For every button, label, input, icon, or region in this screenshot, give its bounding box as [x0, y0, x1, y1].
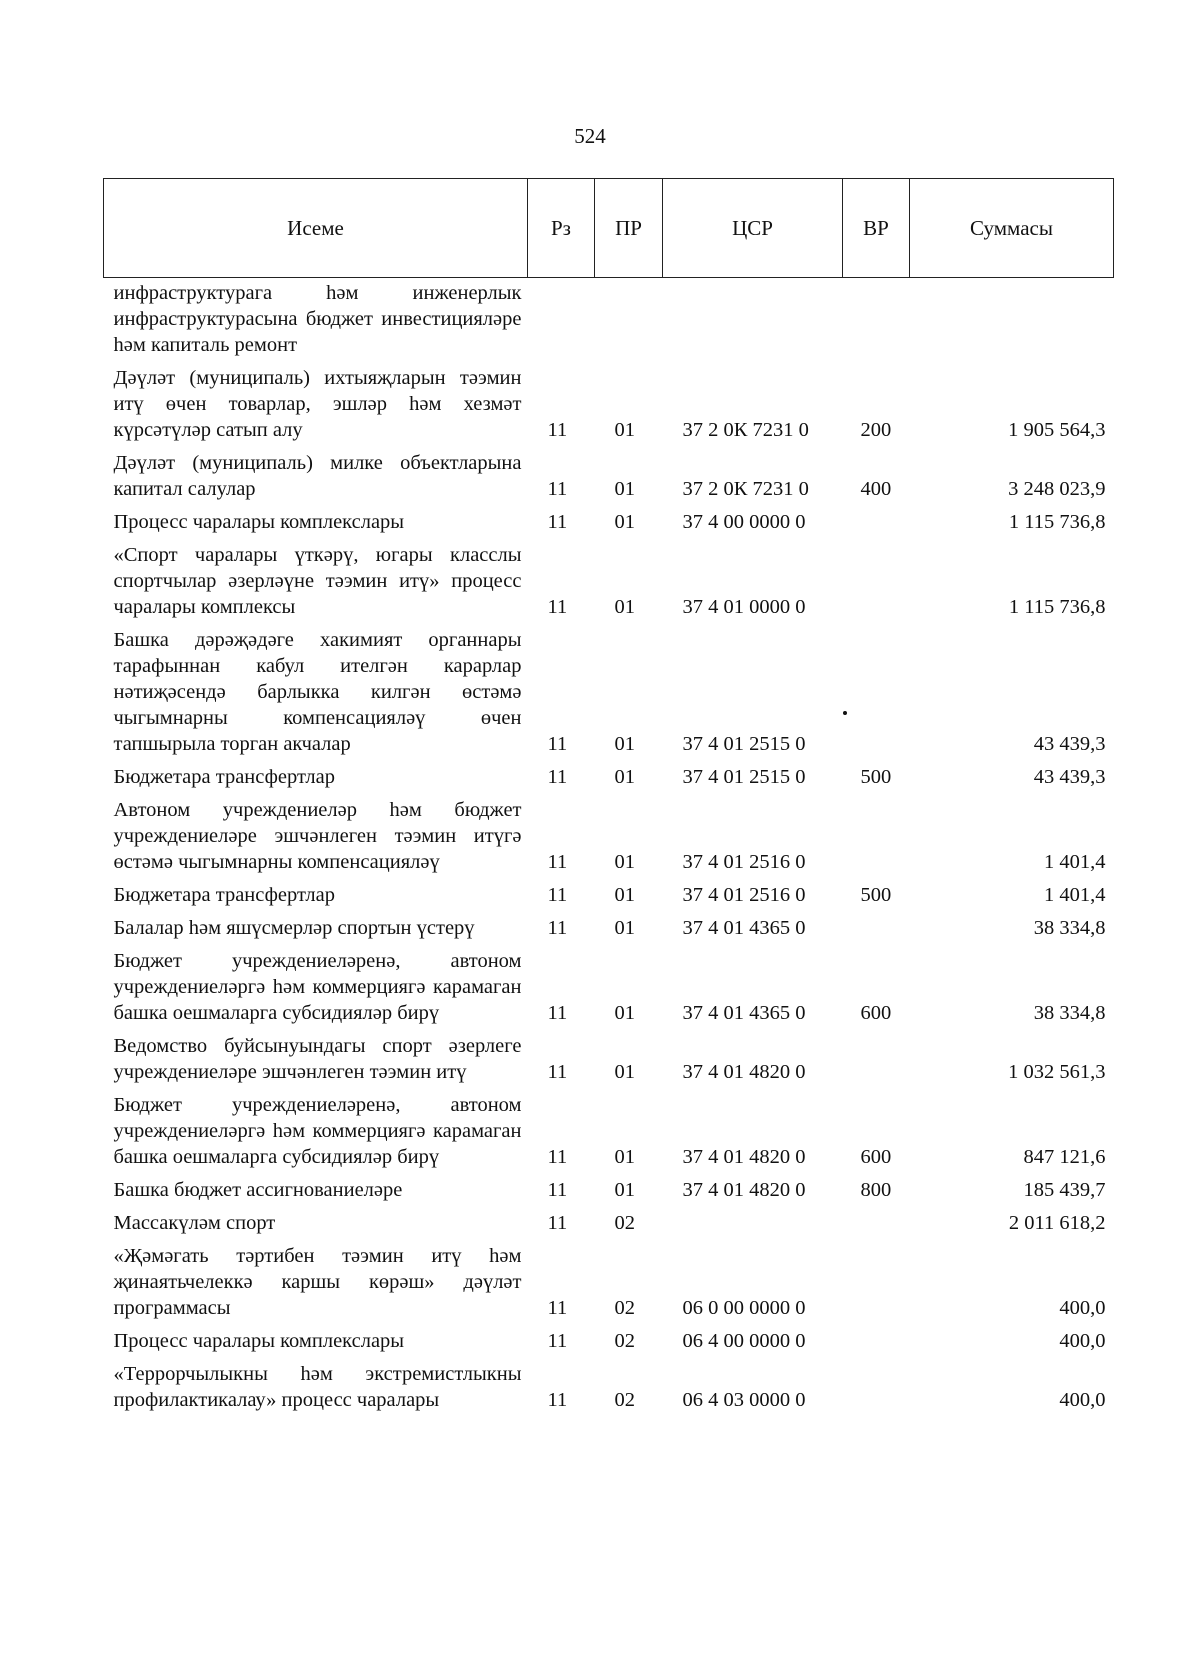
cell-rz: 11: [547, 766, 568, 788]
cell-rz: 11: [547, 1002, 568, 1024]
header-vr: ВР: [843, 179, 910, 278]
table-row: [104, 1354, 1114, 1413]
cell-rz: [528, 278, 595, 359]
cell-rz: 11: [547, 851, 568, 873]
table-row: [104, 1236, 1114, 1321]
cell-vr: [843, 1203, 910, 1236]
cell-pr: 01: [614, 1179, 635, 1201]
cell-csr: 37 4 01 4820 0: [682, 1146, 806, 1168]
cell-rz: 11: [547, 478, 568, 500]
cell-sum: 1 401,4: [1044, 884, 1106, 906]
cell-pr: 01: [614, 419, 635, 441]
table-row: [104, 535, 1114, 620]
cell-vr: 400: [860, 478, 892, 500]
cell-vr: [843, 535, 910, 620]
cell-vr: [843, 1354, 910, 1413]
header-sum: Суммасы: [910, 179, 1114, 278]
cell-sum: 1 115 736,8: [1008, 596, 1106, 618]
table-header-row: [104, 179, 1114, 278]
cell-rz: 11: [547, 917, 568, 939]
cell-csr: 06 4 00 0000 0: [682, 1330, 806, 1352]
cell-pr: 01: [614, 478, 635, 500]
cell-name: Башка бюджет ассигнованиеләре: [113, 1179, 403, 1201]
cell-name: Балалар һәм яшүсмерләр спортын үстерү: [113, 917, 475, 939]
cell-sum: 1 401,4: [1044, 851, 1106, 873]
cell-name: инфраструктурага һәм инженерлык инфраструктурасына бюджет инвестицияләре һәм капиталь ремонт: [113, 282, 522, 356]
cell-csr: 37 4 01 2515 0: [682, 733, 806, 755]
cell-pr: 01: [614, 766, 635, 788]
cell-csr: 37 4 01 4820 0: [682, 1061, 806, 1083]
cell-rz: 11: [547, 1330, 568, 1352]
cell-pr: 02: [614, 1389, 635, 1411]
cell-pr: 01: [614, 884, 635, 906]
cell-sum: 38 334,8: [1033, 1002, 1106, 1024]
cell-vr: [843, 620, 910, 757]
cell-rz: 11: [547, 1061, 568, 1083]
cell-rz: 11: [547, 419, 568, 441]
cell-rz: 11: [547, 733, 568, 755]
cell-name: Бюджет учреждениеләренә, автоном учреждениеләргә һәм коммерциягә карамаган башка оешмаларга субсидияләр бирү: [113, 1094, 522, 1168]
header-csr: ЦСР: [663, 179, 843, 278]
cell-pr: 01: [614, 733, 635, 755]
cell-vr: 500: [860, 766, 892, 788]
cell-csr: 37 4 01 2515 0: [682, 766, 806, 788]
cell-rz: 11: [547, 1212, 568, 1234]
cell-vr: [843, 790, 910, 875]
table-row: [104, 1170, 1114, 1203]
cell-vr: 500: [860, 884, 892, 906]
cell-sum: 1 115 736,8: [1008, 511, 1106, 533]
cell-sum: 400,0: [1059, 1297, 1106, 1319]
cell-sum: 43 439,3: [1033, 733, 1106, 755]
cell-name: «Террорчылыкны һәм экстремистлыкны профилактикалау» процесс чаралары: [113, 1363, 522, 1411]
cell-sum: 1 905 564,3: [1008, 419, 1106, 441]
cell-name: «Җәмәгать тәртибен тәэмин итү һәм җинаятьчелеккә каршы көрәш» дәүләт программасы: [113, 1245, 522, 1319]
cell-pr: 01: [614, 596, 635, 618]
cell-csr: 37 4 01 4365 0: [682, 917, 806, 939]
cell-vr: [843, 1026, 910, 1085]
cell-vr: 200: [860, 419, 892, 441]
cell-csr: 37 4 01 4820 0: [682, 1179, 806, 1201]
cell-name: Бюджет учреждениеләренә, автоном учреждениеләргә һәм коммерциягә карамаган башка оешмаларга субсидияләр бирү: [113, 950, 522, 1024]
header-name: Исеме: [104, 179, 528, 278]
cell-sum: 400,0: [1059, 1330, 1106, 1352]
table-row: [104, 908, 1114, 941]
cell-vr: [843, 502, 910, 535]
cell-sum: 400,0: [1059, 1389, 1106, 1411]
cell-sum: 3 248 023,9: [1008, 478, 1106, 500]
cell-vr: [843, 1321, 910, 1354]
cell-sum: 185 439,7: [1023, 1179, 1106, 1201]
cell-csr: [663, 1203, 843, 1236]
cell-csr: 37 4 00 0000 0: [682, 511, 806, 533]
cell-name: Бюджетара трансфертлар: [113, 884, 336, 906]
cell-pr: 02: [614, 1330, 635, 1352]
table-row: [104, 620, 1114, 757]
cell-name: Массакүләм спорт: [113, 1212, 276, 1234]
cell-pr: 02: [614, 1212, 635, 1234]
cell-rz: 11: [547, 1179, 568, 1201]
cell-rz: 11: [547, 511, 568, 533]
cell-name: Башка дәрәҗәдәге хакимият органнары тарафыннан кабул ителгән карарлар нәтиҗәсендә барлыкка килгән өстәмә чыгымнарны компенсацияләү өчен тапшырыла торган акчалар: [113, 629, 522, 755]
cell-pr: 02: [614, 1297, 635, 1319]
table-row: [104, 443, 1114, 502]
cell-csr: 37 4 01 2516 0: [682, 851, 806, 873]
table-row: [104, 1085, 1114, 1170]
cell-rz: 11: [547, 1297, 568, 1319]
header-rz: Рз: [528, 179, 595, 278]
cell-vr: [843, 278, 910, 359]
cell-name: Ведомство буйсынуындагы спорт әзерлеге учреждениеләре эшчәнлеген тәэмин итү: [113, 1035, 522, 1083]
table-row: [104, 1203, 1114, 1236]
table-row: [104, 278, 1114, 359]
cell-sum: 1 032 561,3: [1008, 1061, 1106, 1083]
cell-sum: 38 334,8: [1033, 917, 1106, 939]
cell-rz: 11: [547, 1389, 568, 1411]
cell-sum: 2 011 618,2: [1008, 1212, 1106, 1234]
cell-csr: 37 2 0К 7231 0: [682, 419, 809, 441]
cell-rz: 11: [547, 884, 568, 906]
cell-csr: 37 4 01 2516 0: [682, 884, 806, 906]
scan-speck: [843, 711, 847, 715]
cell-vr: 600: [860, 1002, 892, 1024]
cell-name: Дәүләт (муниципаль) ихтыяҗларын тәэмин итү өчен товарлар, эшләр һәм хезмәт күрсәтүләр сатып алу: [113, 367, 522, 441]
cell-pr: 01: [614, 1002, 635, 1024]
table-row: [104, 502, 1114, 535]
cell-csr: [663, 278, 843, 359]
table-row: [104, 1026, 1114, 1085]
cell-vr: [843, 1236, 910, 1321]
page-number: 524: [574, 124, 606, 148]
cell-name: Бюджетара трансфертлар: [113, 766, 336, 788]
cell-csr: 06 4 03 0000 0: [682, 1389, 806, 1411]
cell-pr: 01: [614, 511, 635, 533]
cell-pr: 01: [614, 1146, 635, 1168]
cell-pr: 01: [614, 917, 635, 939]
table-row: [104, 941, 1114, 1026]
cell-name: «Спорт чаралары үткәрү, югары класслы спортчылар әзерләүне тәэмин итү» процесс чаралары комплексы: [113, 544, 522, 618]
cell-vr: 800: [860, 1179, 892, 1201]
cell-rz: 11: [547, 596, 568, 618]
cell-csr: 06 0 00 0000 0: [682, 1297, 806, 1319]
cell-name: Процесс чаралары комплекслары: [113, 511, 405, 533]
header-pr: ПР: [595, 179, 663, 278]
table-row: [104, 1321, 1114, 1354]
budget-table: [103, 178, 1114, 1413]
cell-pr: 01: [614, 851, 635, 873]
cell-csr: 37 4 01 4365 0: [682, 1002, 806, 1024]
cell-name: Автоном учреждениеләр һәм бюджет учреждениеләре эшчәнлеген тәэмин итүгә өстәмә чыгымнарны компенсацияләү: [113, 799, 522, 873]
table-row: [104, 757, 1114, 790]
cell-sum: [910, 278, 1114, 359]
cell-rz: 11: [547, 1146, 568, 1168]
table-row: [104, 875, 1114, 908]
table-row: [104, 790, 1114, 875]
cell-sum: 847 121,6: [1023, 1146, 1106, 1168]
table-row: [104, 358, 1114, 443]
cell-csr: 37 2 0К 7231 0: [682, 478, 809, 500]
cell-vr: [843, 908, 910, 941]
cell-pr: 01: [614, 1061, 635, 1083]
cell-vr: 600: [860, 1146, 892, 1168]
cell-name: Дәүләт (муниципаль) милке объектларына капитал салулар: [113, 452, 522, 500]
cell-sum: 43 439,3: [1033, 766, 1106, 788]
cell-pr: [595, 278, 663, 359]
cell-name: Процесс чаралары комплекслары: [113, 1330, 405, 1352]
cell-csr: 37 4 01 0000 0: [682, 596, 806, 618]
